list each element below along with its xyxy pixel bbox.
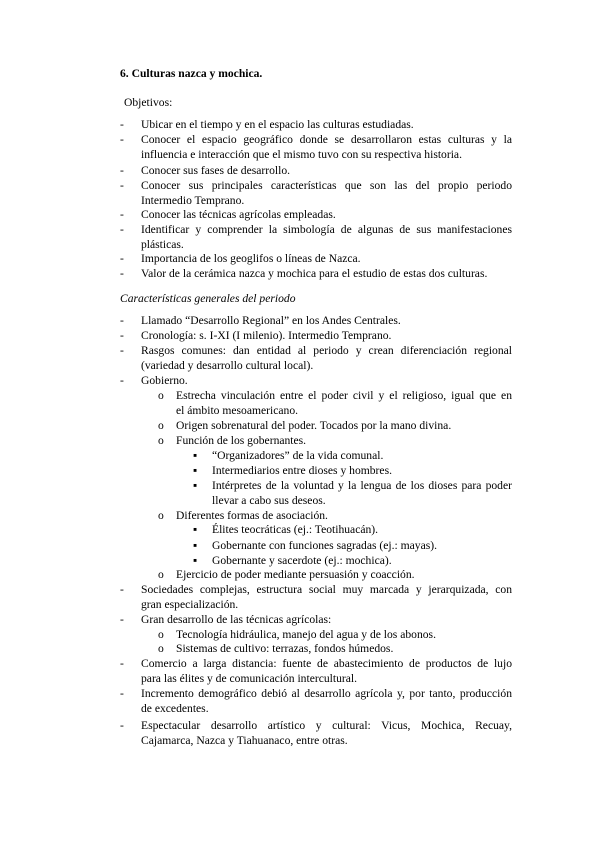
asociacion-item-marker: ▪ [193, 539, 198, 552]
caracteristica-item-text: Comercio a larga distancia: fuente de abastecimiento de productos de lujo [141, 657, 512, 670]
agricola-item-marker: o [158, 642, 164, 655]
gobierno-item-marker: o [158, 419, 164, 432]
objetivo-item-marker: - [120, 252, 124, 265]
asociacion-item-marker: ▪ [193, 523, 198, 536]
caracteristica-item-text: Cronología: s. I-XI (I milenio). Intermedio Temprano. [141, 329, 392, 342]
gobierno-item-text: Estrecha vinculación entre el poder civil y el religioso, igual que en [176, 389, 512, 402]
funcion-item-marker: ▪ [193, 449, 198, 462]
asociacion-item-marker: ▪ [193, 554, 198, 567]
gobierno-item-text: el ámbito mesoamericano. [176, 404, 299, 417]
objetivo-item-marker: - [120, 223, 124, 236]
objetivo-item-text: Valor de la cerámica nazca y mochica para el estudio de estas dos culturas. [141, 267, 488, 280]
objetivo-item-marker: - [120, 208, 124, 221]
section-title: 6. Culturas nazca y mochica. [120, 67, 263, 80]
funcion-item-text: llevar a cabo sus deseos. [212, 494, 326, 507]
agricola-item-text: Sistemas de cultivo: terrazas, fondos húmedos. [176, 642, 394, 655]
objetivo-item-text: Identificar y comprender la simbología de algunas de sus manifestaciones [141, 223, 512, 236]
objetivo-item-marker: - [120, 118, 124, 131]
objetivo-item-text: Conocer el espacio geográfico donde se desarrollaron estas culturas y la [141, 133, 512, 146]
objetivo-item-marker: - [120, 164, 124, 177]
caracteristica-item-text: Gran desarrollo de las técnicas agrícolas: [141, 613, 332, 626]
asociacion-item-text: Gobernante con funciones sagradas (ej.: mayas). [212, 539, 438, 552]
caracteristica-item-marker: - [120, 719, 124, 732]
funcion-item-text: Intermediarios entre dioses y hombres. [212, 464, 392, 477]
caracteristica-item-text: para las élites y de comunicación intercultural. [141, 672, 358, 685]
caracteristica-item-text: gran especialización. [141, 598, 239, 611]
caracteristica-item-text: Espectacular desarrollo artístico y cultural: Vicus, Mochica, Recuay, [141, 719, 512, 732]
caracteristica-item-text: Llamado “Desarrollo Regional” en los Andes Centrales. [141, 314, 401, 327]
caracteristica-item-marker: - [120, 613, 124, 626]
caracteristica-item-text: de excedentes. [141, 702, 209, 715]
objetivo-item-text: Conocer sus fases de desarrollo. [141, 164, 291, 177]
caracteristica-item-text: Rasgos comunes: dan entidad al periodo y crean diferenciación regional [141, 344, 512, 357]
caracteristica-item-marker: - [120, 314, 124, 327]
gobierno-item-text: Diferentes formas de asociación. [176, 509, 328, 522]
caracteristica-item-text: Incremento demográfico debió al desarrollo agrícola y, por tanto, producción [141, 687, 512, 700]
objetivo-item-text: plásticas. [141, 238, 184, 251]
caracteristica-item-marker: - [120, 374, 124, 387]
funcion-item-text: Intérpretes de la voluntad y la lengua de los dioses para poder [212, 479, 512, 492]
objetivo-item-text: Importancia de los geoglifos o líneas de Nazca. [141, 252, 361, 265]
caracteristica-item-marker: - [120, 657, 124, 670]
caracteristica-item-text: Gobierno. [141, 374, 188, 387]
objetivo-item-text: Intermedio Temprano. [141, 194, 245, 207]
objetivo-item-text: Conocer las técnicas agrícolas empleadas. [141, 208, 336, 221]
caracteristicas-heading: Características generales del periodo [120, 292, 296, 305]
objetivo-item-text: influencia e interacción que el mismo tuvo con su respectiva historia. [141, 148, 462, 161]
caracteristica-item-text: Cajamarca, Nazca y Tiahuanaco, entre otras. [141, 734, 348, 747]
caracteristica-item-marker: - [120, 344, 124, 357]
asociacion-item-text: Élites teocráticas (ej.: Teotihuacán). [212, 523, 379, 536]
objetivos-heading: Objetivos: [124, 96, 173, 109]
gobierno-item-marker: o [158, 568, 164, 581]
caracteristica-item-text: Sociedades complejas, estructura social muy marcada y jerarquizada, con [141, 583, 512, 596]
gobierno-item-marker: o [158, 389, 164, 402]
funcion-item-text: “Organizadores” de la vida comunal. [212, 449, 384, 462]
objetivo-item-marker: - [120, 133, 124, 146]
asociacion-item-text: Gobernante y sacerdote (ej.: mochica). [212, 554, 392, 567]
gobierno-item-text: Origen sobrenatural del poder. Tocados por la mano divina. [176, 419, 452, 432]
caracteristica-item-text: (variedad y desarrollo cultural local). [141, 359, 314, 372]
funcion-item-marker: ▪ [193, 479, 198, 492]
caracteristica-item-marker: - [120, 583, 124, 596]
caracteristica-item-marker: - [120, 329, 124, 342]
gobierno-item-marker: o [158, 509, 164, 522]
gobierno-item-text: Ejercicio de poder mediante persuasión y coacción. [176, 568, 415, 581]
caracteristica-item-marker: - [120, 687, 124, 700]
objetivo-item-marker: - [120, 179, 124, 192]
agricola-item-marker: o [158, 628, 164, 641]
agricola-item-text: Tecnología hidráulica, manejo del agua y de los abonos. [176, 628, 436, 641]
objetivo-item-marker: - [120, 267, 124, 280]
funcion-item-marker: ▪ [193, 464, 198, 477]
gobierno-item-text: Función de los gobernantes. [176, 434, 307, 447]
objetivo-item-text: Ubicar en el tiempo y en el espacio las culturas estudiadas. [141, 118, 414, 131]
gobierno-item-marker: o [158, 434, 164, 447]
objetivo-item-text: Conocer sus principales características que son las del propio periodo [141, 179, 512, 192]
